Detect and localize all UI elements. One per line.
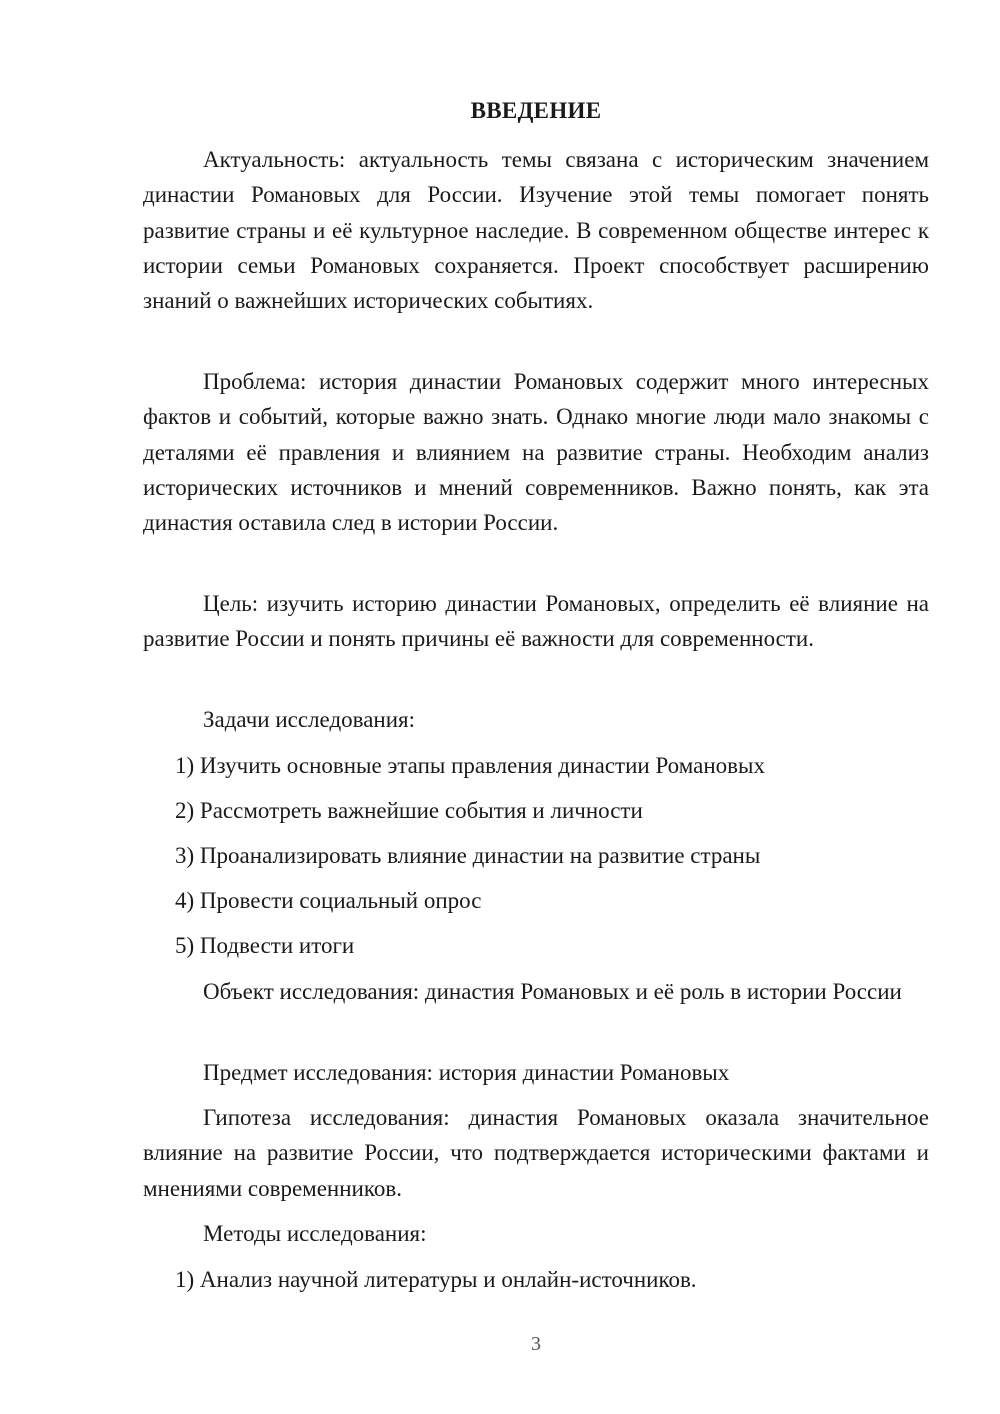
- paragraph-problem: Проблема: история династии Романовых содержит много интересных фактов и событий, которые важно знать. Однако многие люди мало знакомы с деталями её правления и влиянием на развитие страны. Необходим анализ исторических источников и мнений современников. Важно понять, как эта династия оставила след в истории России.: [143, 369, 929, 536]
- task-item-1: 1) Изучить основные этапы правления династии Романовых: [175, 753, 765, 778]
- methods-heading: Методы исследования:: [203, 1221, 427, 1246]
- task-item-4: 4) Провести социальный опрос: [175, 888, 482, 913]
- tasks-heading: Задачи исследования:: [203, 707, 416, 732]
- paragraph-hypothesis: Гипотеза исследования: династия Романовых оказала значительное влияние на развитие России, что подтверждается историческими фактами и мнениями современников.: [143, 1105, 929, 1201]
- page-number: 3: [531, 1333, 541, 1355]
- method-item-1: 1) Анализ научной литературы и онлайн-источников.: [175, 1267, 697, 1292]
- task-item-3: 3) Проанализировать влияние династии на развитие страны: [175, 843, 761, 868]
- task-item-5: 5) Подвести итоги: [175, 933, 355, 958]
- paragraph-object: Объект исследования: династия Романовых и её роль в истории России: [203, 979, 902, 1004]
- task-item-2: 2) Рассмотреть важнейшие события и личности: [175, 798, 643, 823]
- paragraph-subject: Предмет исследования: история династии Романовых: [203, 1060, 730, 1085]
- page-title: ВВЕДЕНИЕ: [470, 98, 602, 123]
- paragraph-relevance: Актуальность: актуальность темы связана с историческим значением династии Романовых для России. Изучение этой темы помогает понять развитие страны и её культурное наследие. В современном обществе интерес к истории семьи Романовых сохраняется. Проект способствует расширению знаний о важнейших исторических событиях.: [143, 147, 929, 314]
- paragraph-goal: Цель: изучить историю династии Романовых, определить её влияние на развитие России и понять причины её важности для современности.: [143, 591, 929, 652]
